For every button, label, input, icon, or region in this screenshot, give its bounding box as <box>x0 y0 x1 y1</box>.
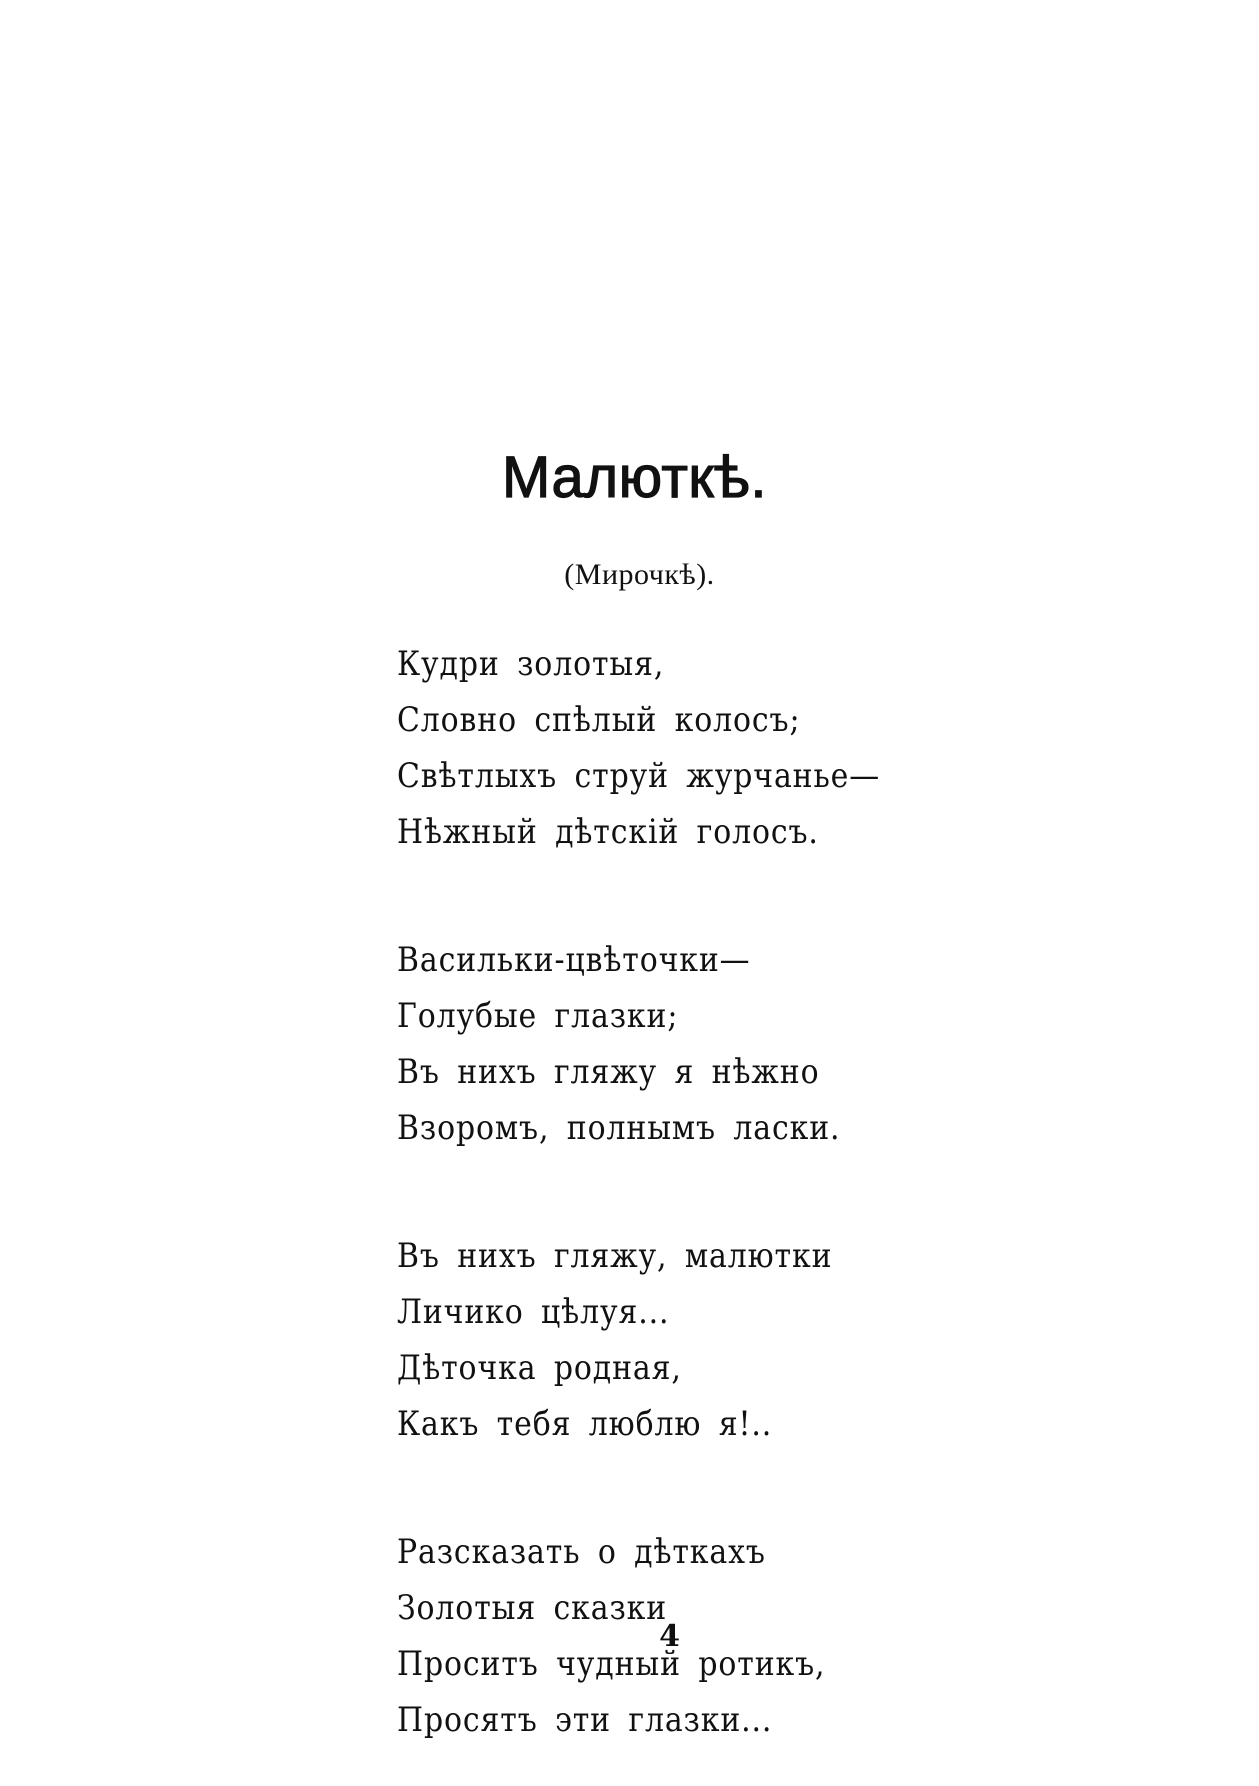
stanza <box>397 636 1066 860</box>
poem-line: Словно спѣлый колосъ; <box>397 700 801 740</box>
poem-line: Личико цѣлуя... <box>397 1292 670 1332</box>
poem-line: Голубые глазки; <box>397 996 679 1036</box>
poem-line: Въ нихъ гляжу я нѣжно <box>397 1052 820 1092</box>
poem-line: Какъ тебя люблю я!.. <box>397 1404 773 1444</box>
poem-line: Васильки-цвѣточки— <box>397 940 751 980</box>
poem-line: Въ нихъ гляжу, малютки <box>397 1236 833 1276</box>
poem-dedication: (Мирочкѣ). <box>564 558 715 591</box>
poem-line: Взоромъ, полнымъ ласки. <box>397 1108 841 1148</box>
poem-line: Золотыя сказки <box>397 1588 668 1628</box>
poem-title: Малюткѣ. <box>502 445 767 510</box>
poem-body <box>397 636 1066 1748</box>
page-number: 4 <box>659 1619 680 1654</box>
stanza <box>397 1228 1066 1452</box>
poem-line: Разсказать о дѣткахъ <box>397 1532 766 1572</box>
poem-line: Нѣжный дѣтскій голосъ. <box>397 812 819 852</box>
poem-line: Свѣтлыхъ струй журчанье— <box>397 756 881 796</box>
poem-line: Дѣточка родная, <box>397 1348 682 1388</box>
poem-line: Кудри золотыя, <box>397 644 665 684</box>
poem-line: Просятъ эти глазки... <box>397 1700 773 1740</box>
poem-line: Проситъ чудный ротикъ, <box>397 1644 826 1684</box>
stanza <box>397 932 1066 1156</box>
